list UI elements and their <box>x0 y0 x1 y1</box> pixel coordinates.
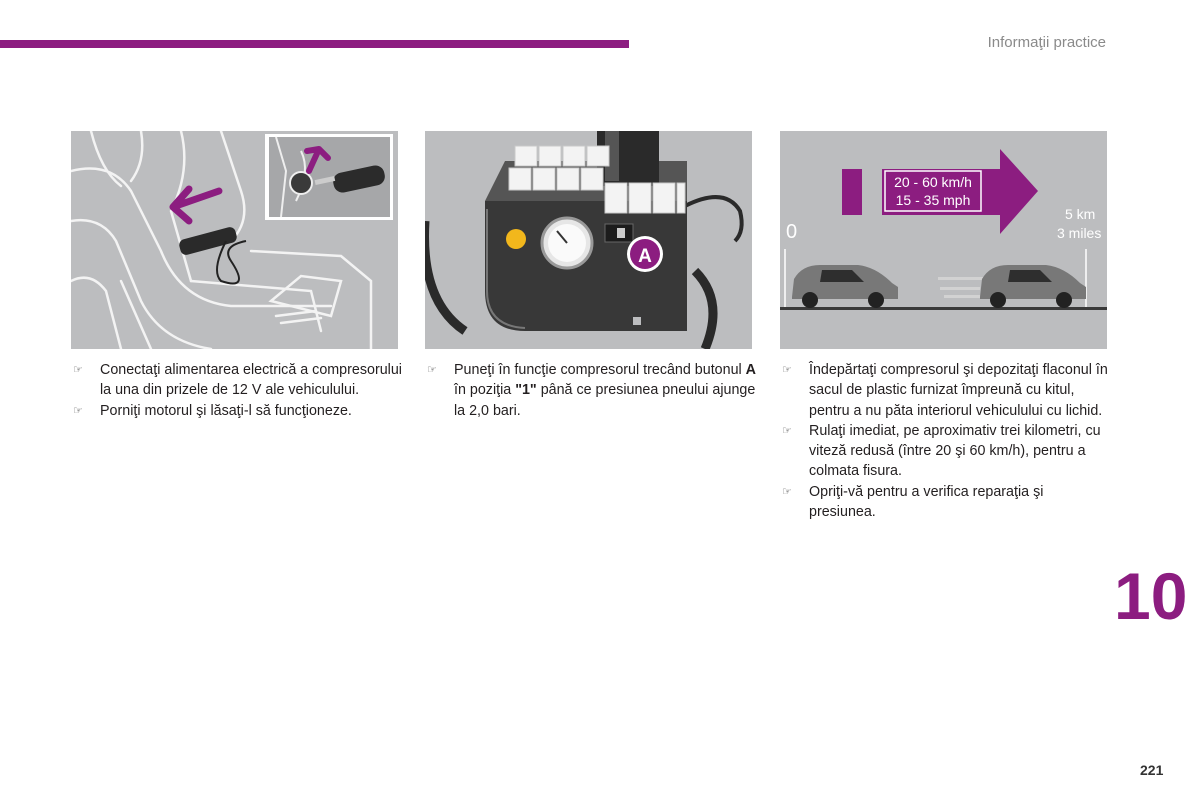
speed-mph-label: 15 - 35 mph <box>895 192 971 208</box>
pointing-hand-icon: ☞ <box>73 364 83 376</box>
speed-kmh-label: 20 - 60 km/h <box>894 174 972 190</box>
instructions-column-1 <box>73 360 403 421</box>
distance-km-label: 5 km <box>1065 206 1096 222</box>
pointing-hand-icon: ☞ <box>73 404 83 417</box>
pointing-hand-icon: ☞ <box>782 364 792 376</box>
header-accent-bar <box>0 40 629 48</box>
pointing-hand-icon: ☞ <box>782 424 792 437</box>
start-distance-label: 0 <box>786 221 798 243</box>
illustration-compressor <box>425 131 752 349</box>
illustration-connect-12v <box>71 131 398 349</box>
instructions-column-3 <box>782 360 1112 522</box>
page-number: 221 <box>1140 762 1164 778</box>
illustration-drive-distance <box>780 131 1107 349</box>
instruction-item: ☞ Îndepărtaţi compresorul şi depozitaţi flaconul în sacul de plastic furnizat împreună cu kitul, pentru a nu păta interiorul vehiculului cu lichid. <box>782 362 1108 419</box>
instruction-item: ☞ Opriţi-vă pentru a verifica reparaţia şi presiunea. <box>782 483 1044 521</box>
pointing-hand-icon: ☞ <box>782 485 792 498</box>
button-a-label: A <box>638 246 652 267</box>
instruction-item: ☞ Conectaţi alimentarea electrică a compresorului la una din prizele de 12 V ale vehiculului. <box>73 362 402 399</box>
instruction-item: ☞ Rulaţi imediat, pe aproximativ trei kilometri, cu viteză redusă (între 20 şi 60 km/h), pentru a colmata fisura. <box>782 422 1101 480</box>
section-title: Informaţii practice <box>987 34 1106 51</box>
instructions-column-2 <box>427 360 757 421</box>
chapter-number: 10 <box>1114 559 1188 633</box>
instruction-item: ☞ Puneţi în funcţie compresorul trecând butonul A în poziţia "1" până ce presiunea pneului ajunge la 2,0 bari. <box>427 362 756 419</box>
distance-miles-label: 3 miles <box>1057 225 1102 241</box>
instruction-item: ☞ Porniţi motorul şi lăsaţi-l să funcţioneze. <box>73 401 403 421</box>
pointing-hand-icon: ☞ <box>427 364 437 376</box>
